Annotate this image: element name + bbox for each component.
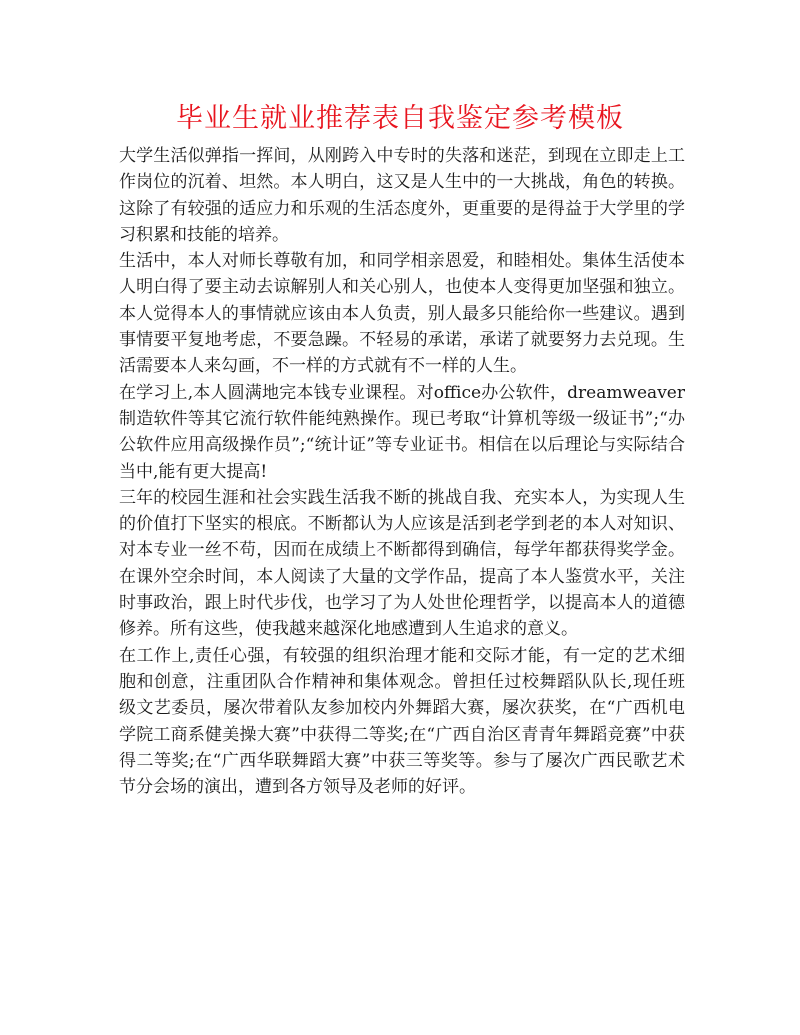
paragraph-work: 在工作上,责任心强，有较强的组织治理才能和交际才能，有一定的艺术细胞和创意，注重团队合作精神和集体观念。曾担任过校舞蹈队队长,现任班级文艺委员，屡次带着队友参加校内外舞蹈大赛，屡次获奖，在“广西机电学院工商系健美操大赛”中获得二等奖;在“广西自治区青青年舞蹈竞赛”中获得二等奖;在“广西华联舞蹈大赛”中获三等奖等。参与了屡次广西民歌艺术节分会场的演出，遭到各方领导及老师的好评。 [119, 645, 685, 798]
paragraph-study: 在学习上,本人圆满地完本钱专业课程。对office办公软件，dreamweaver制造软件等其它流行软件能纯熟操作。现已考取“计算机等级一级证书”;“办公软件应用高级操作员”;“统计证”等专业证书。相信在以后理论与实际结合当中,能有更大提高! [119, 382, 685, 482]
paragraph-life: 生活中，本人对师长尊敬有加，和同学相亲恩爱，和睦相处。集体生活使本人明白得了要主动去谅解别人和关心别人，也使本人变得更加坚强和独立。本人觉得本人的事情就应该由本人负责，别人最多只能给你一些建议。遇到事情要平复地考虑，不要急躁。不轻易的承诺，承诺了就要努力去兑现。生活需要本人来勾画，不一样的方式就有不一样的人生。 [119, 251, 685, 377]
document-body [119, 143, 685, 800]
document-title: 毕业生就业推荐表自我鉴定参考模板 [176, 103, 624, 134]
paragraph-campus: 三年的校园生涯和社会实践生活我不断的挑战自我、充实本人，为实现人生的价值打下坚实的根底。不断都认为人应该是活到老学到老的本人对知识、对本专业一丝不苟，因而在成绩上不断都得到确信，每学年都获得奖学金。在课外空余时间，本人阅读了大量的文学作品，提高了本人鉴赏水平，关注时事政治，跟上时代步伐，也学习了为人处世伦理哲学，以提高本人的道德修养。所有这些，使我越来越深化地感遭到人生追求的意义。 [119, 487, 685, 640]
paragraph-intro: 大学生活似弹指一挥间，从刚跨入中专时的失落和迷茫，到现在立即走上工作岗位的沉着、坦然。本人明白，这又是人生中的一大挑战，角色的转换。这除了有较强的适应力和乐观的生活态度外，更重要的是得益于大学里的学习积累和技能的培养。 [119, 146, 685, 245]
